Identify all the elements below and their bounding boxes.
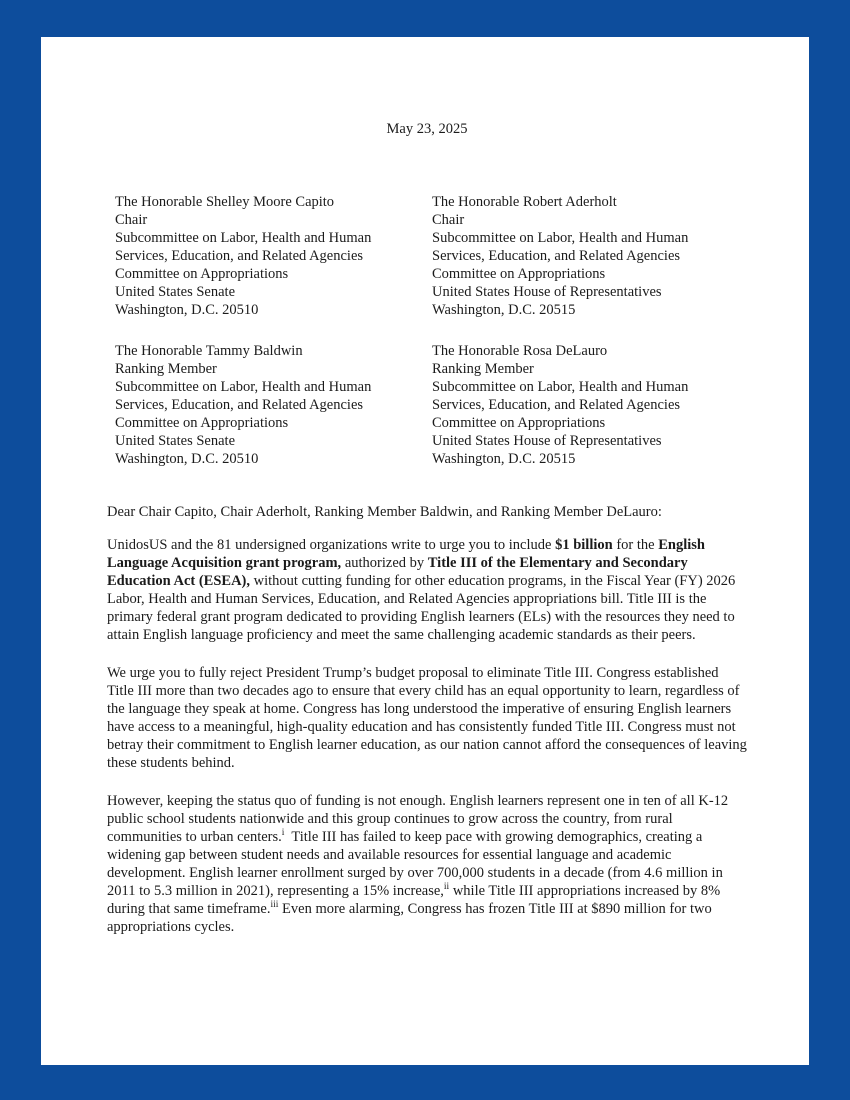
- address-line: Subcommittee on Labor, Health and Human: [432, 230, 689, 246]
- address-line: United States Senate: [115, 433, 236, 449]
- address-line: United States House of Representatives: [432, 284, 662, 300]
- address-line: Washington, D.C. 20510: [115, 302, 259, 318]
- address-line: Chair: [432, 212, 465, 228]
- text-segment: However, keeping the status quo of funding is not enough. English learners represent one in ten of all K-12 public school students nationwide and this group continues to grow across the country, from rural communities to urban centers.: [107, 793, 732, 845]
- address-blocks: [115, 193, 747, 468]
- address-line: The Honorable Tammy Baldwin: [115, 343, 303, 359]
- address-line: Chair: [115, 212, 148, 228]
- address-line: Subcommittee on Labor, Health and Human: [115, 379, 372, 395]
- footnote-reference: ii: [443, 882, 450, 893]
- address-block-aderholt: [432, 193, 747, 319]
- address-line: Ranking Member: [432, 361, 534, 377]
- address-line: Ranking Member: [115, 361, 217, 377]
- body-paragraph-1: [107, 536, 747, 644]
- address-line: Committee on Appropriations: [115, 415, 289, 431]
- text-segment: UnidosUS and the 81 undersigned organizations write to urge you to include: [107, 537, 556, 553]
- text-segment: authorized by: [341, 555, 428, 571]
- address-line: Subcommittee on Labor, Health and Human: [115, 230, 372, 246]
- address-line: The Honorable Shelley Moore Capito: [115, 194, 335, 210]
- letter-date: May 23, 2025: [386, 121, 468, 137]
- address-line: Committee on Appropriations: [432, 415, 606, 431]
- address-line: United States Senate: [115, 284, 236, 300]
- letter-body: [107, 536, 751, 936]
- salutation: Dear Chair Capito, Chair Aderholt, Ranking Member Baldwin, and Ranking Member DeLauro:: [107, 504, 662, 520]
- address-line: Committee on Appropriations: [432, 266, 606, 282]
- address-line: United States House of Representatives: [432, 433, 662, 449]
- text-segment: We urge you to fully reject President Trump’s budget proposal to eliminate Title III. Congress established Title III more than two decades ago to ensure that every child has an equal opportunity to learn, regardless of the language they speak at home. Congress has long understood the imperative of ensuring English learners have access to a meaningful, high-quality education and has consistently funded Title III. Congress must not betray their commitment to English learner education, as our nation cannot afford the consequences of leaving these students behind.: [107, 665, 751, 771]
- address-line: Washington, D.C. 20510: [115, 451, 259, 467]
- address-line: Washington, D.C. 20515: [432, 451, 576, 467]
- address-line: Services, Education, and Related Agencies: [115, 248, 364, 264]
- address-line: Committee on Appropriations: [115, 266, 289, 282]
- address-line: The Honorable Robert Aderholt: [432, 194, 617, 210]
- address-line: The Honorable Rosa DeLauro: [432, 343, 608, 359]
- address-line: Services, Education, and Related Agencies: [115, 397, 364, 413]
- address-block-capito: [115, 193, 432, 319]
- address-block-baldwin: [115, 342, 432, 468]
- text-segment: while Title III appropriations increased by 8% during that same timeframe.: [107, 883, 724, 917]
- address-line: Services, Education, and Related Agencies: [432, 397, 681, 413]
- footnote-reference: iii: [270, 900, 279, 911]
- letter-page: [41, 37, 809, 1065]
- body-paragraph-2: [107, 664, 751, 772]
- text-segment: for the: [612, 537, 659, 553]
- footnote-reference: i: [281, 828, 285, 839]
- text-segment-bold: English Language Acquisition grant program,: [107, 537, 709, 571]
- text-segment: without cutting funding for other education programs, in the Fiscal Year (FY) 2026 Labor, Health and Human Services, Education, and Related Agencies appropriations bill. Title III is the primary federal grant program dedicated to providing English learners (ELs) with the resources they need to attain English language proficiency and meet the same challenging academic standards as their peers.: [107, 573, 739, 643]
- address-line: Washington, D.C. 20515: [432, 302, 576, 318]
- address-line: Subcommittee on Labor, Health and Human: [432, 379, 689, 395]
- address-block-delauro: [432, 342, 747, 468]
- text-segment: Title III has failed to keep pace with growing demographics, creating a widening gap between student needs and available resources for essential language and academic development. English learner enrollment surged by over 700,000 students in a decade (from 4.6 million in 2011 to 5.3 million in 2021), representing a 15% increase,: [107, 829, 727, 899]
- text-segment: Even more alarming, Congress has frozen Title III at $890 million for two appropriations cycles.: [107, 901, 716, 935]
- text-segment-bold: Title III of the Elementary and Secondary Education Act (ESEA),: [107, 555, 692, 589]
- body-paragraph-3: [107, 792, 747, 936]
- address-line: Services, Education, and Related Agencies: [432, 248, 681, 264]
- text-segment-bold: $1 billion: [555, 537, 613, 553]
